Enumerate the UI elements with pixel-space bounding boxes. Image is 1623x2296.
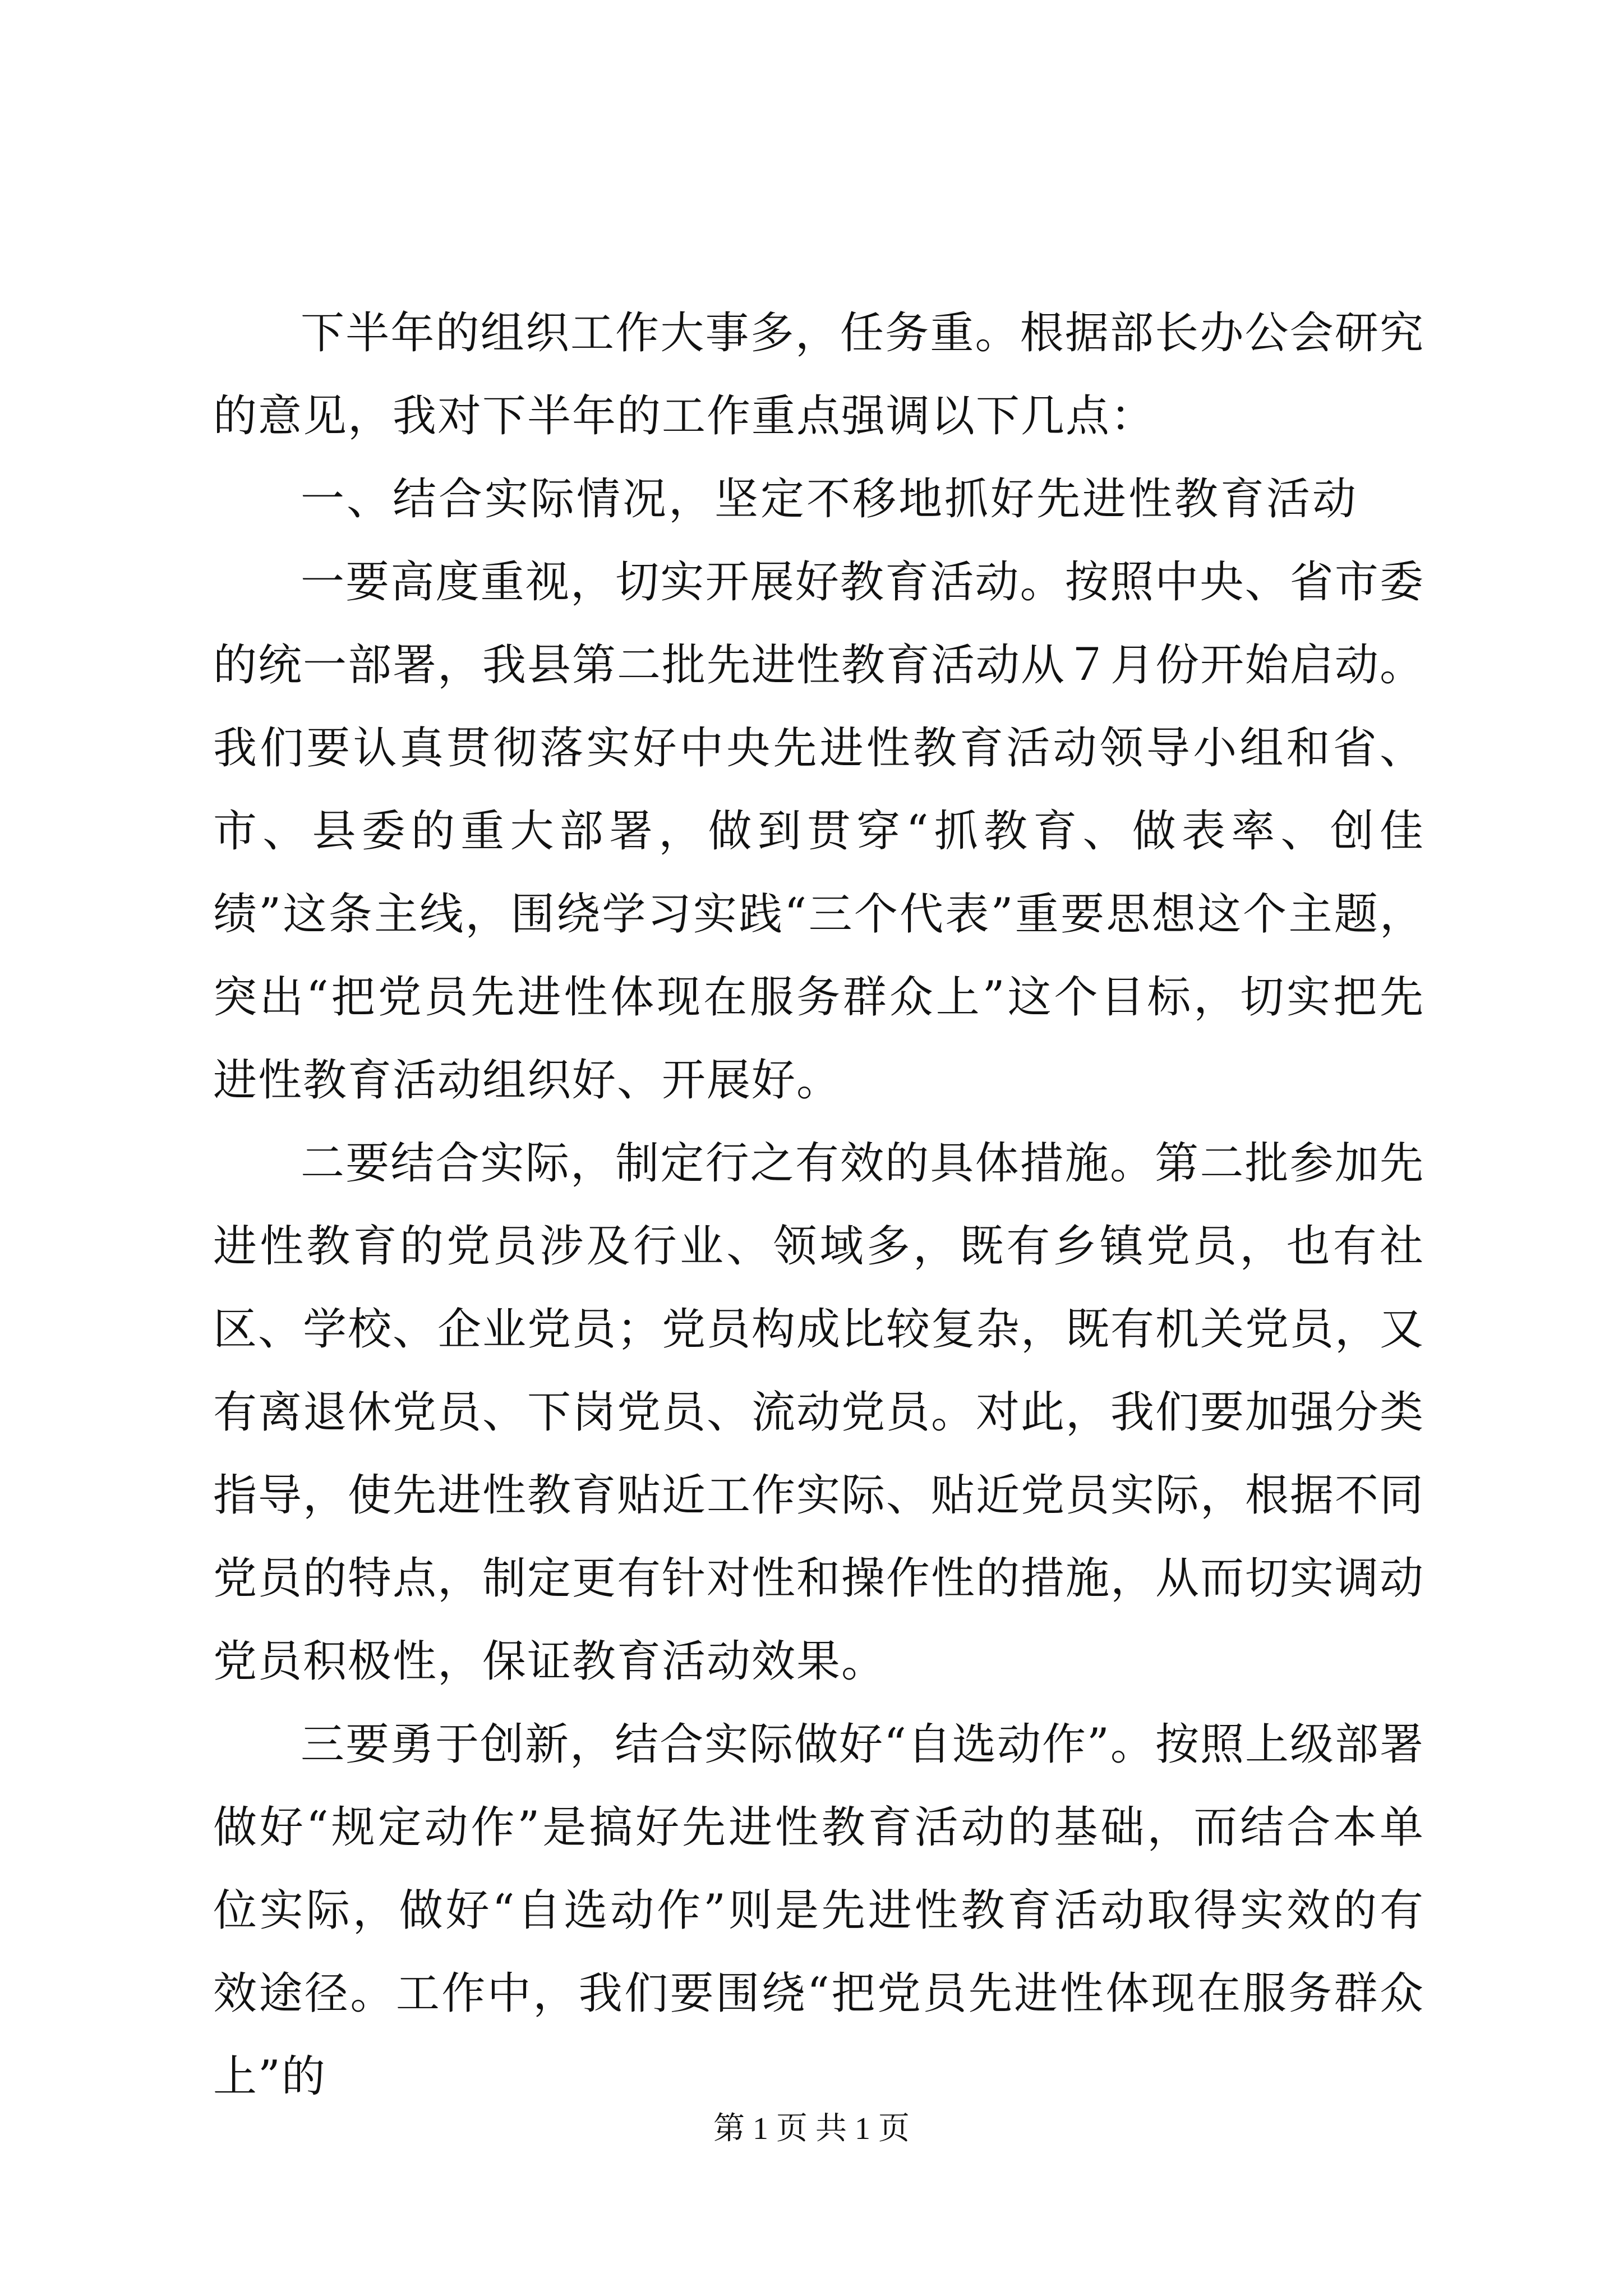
page-footer: 第 1 页 共 1 页 — [713, 2111, 910, 2146]
paragraph-intro: 下半年的组织工作大事多，任务重。根据部长办公会研究的意见，我对下半年的工作重点强调以下几点： — [213, 308, 1424, 441]
document-body — [213, 292, 1424, 2118]
section-heading-1: 一、结合实际情况，坚定不移地抓好先进性教育活动 — [301, 474, 1359, 524]
paragraph-point-2: 二要结合实际，制定行之有效的具体措施。第二批参加先进性教育的党员涉及行业、领域多，既有乡镇党员，也有社区、学校、企业党员；党员构成比较复杂，既有机关党员，又有离退休党员、下岗党员、流动党员。对此，我们要加强分类指导，使先进性教育贴近工作实际、贴近党员实际，根据不同党员的特点，制定更有针对性和操作性的措施，从而切实调动党员积极性，保证教育活动效果。 — [213, 1138, 1425, 1687]
paragraph-point-1: 一要高度重视，切实开展好教育活动。按照中央、省市委的统一部署，我县第二批先进性教育活动从７月份开始启动。我们要认真贯彻落实好中央先进性教育活动领导小组和省、市、县委的重大部署，做到贯穿“抓教育、做表率、创佳绩”这条主线，围绕学习实践“三个代表”重要思想这个主题，突出“把党员先进性体现在服务群众上”这个目标，切实把先进性教育活动组织好、开展好。 — [213, 557, 1425, 1106]
paragraph-point-3: 三要勇于创新，结合实际做好“自选动作”。按照上级部署做好“规定动作”是搞好先进性教育活动的基础，而结合本单位实际，做好“自选动作”则是先进性教育活动取得实效的有效途径。工作中，我们要围绕“把党员先进性体现在服务群众上”的 — [213, 1719, 1424, 2102]
